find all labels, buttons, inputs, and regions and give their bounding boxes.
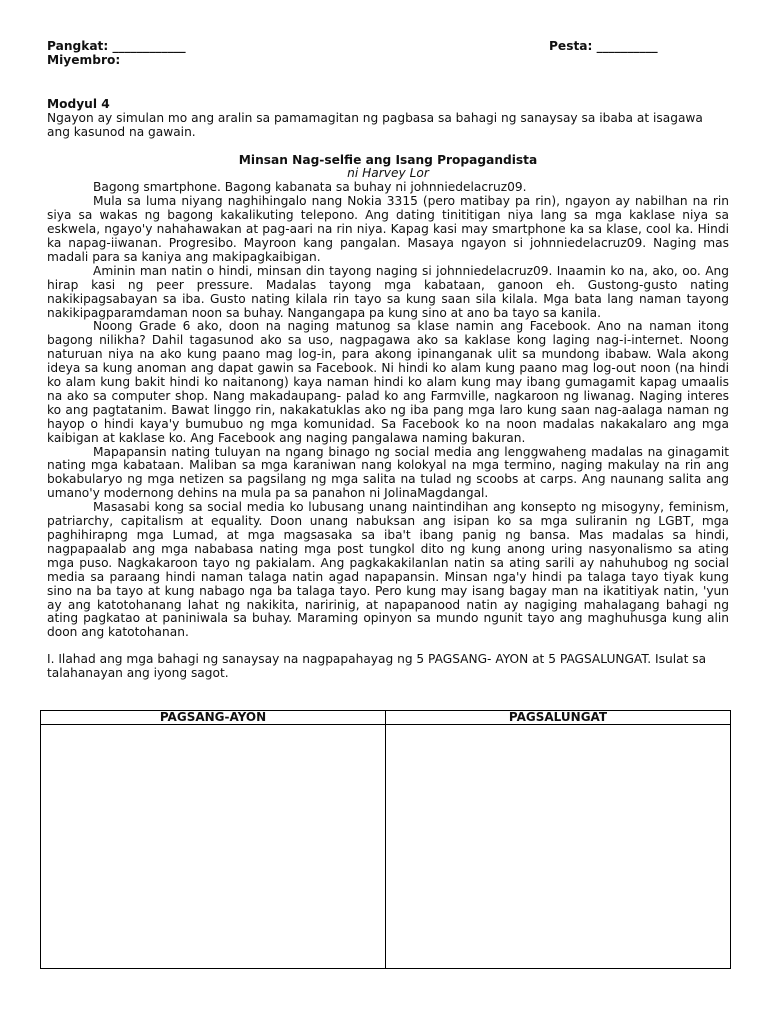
pangkat-label: Pangkat: ____________ xyxy=(47,39,186,53)
pagsang-ayon-column[interactable] xyxy=(41,711,386,968)
header-row xyxy=(47,40,729,54)
essay-paragraph: Masasabi kong sa social media ko lubusang unang naintindihan ang konsepto ng misogyny, feminism, patriarchy, capitalism at equality. Doon unang nabuksan ang isipan ko sa mga suliranin ng LGBT, mga paghihirapng mga Lumad, at mga magsasaka sa iba't ibang panig ng bansa. Mas madalas sa hindi, nagpapaalab ang mga nababasa nating mga post tungkol dito ng kung anong uring nasyonalismo sa ating mga puso. Nagkakaroon tayo ng pakialam. Ang pagkakakilanlan natin sa ating sarili ay nahuhubog ng social media sa paraang hindi naman talaga natin agad napapansin. Minsan nga'y hindi pa talaga tayo tiyak kung sino na ba tayo at kung nabago nga ba talaga tayo. Pero kung may isang bagay man na ikatitiyak natin, 'yun ay ang katotohanang lahat ng nakikita, naririnig, at napapanood natin ay nagiging mahalagang bahagi ng ating pagkatao at paniniwala sa buhay. Maraming opinyon sa mundo ngunit tayo ang maghuhusga kung alin doon ang katotohanan. xyxy=(47,500,729,640)
essay-paragraph: Aminin man natin o hindi, minsan din tayong naging si johnniedelacruz09. Inaamin ko na, ako, oo. Ang hirap kasi ng peer pressure. Madalas tayong mga kabataan, ganoon eh. Gustong-gusto nating nakikipagsabayan sa iba. Gusto nating kilala rin tayo sa kung saan sila kilala. Mga bata lang naman tayong nakikipagparamdaman noon sa buhay. Nangangapa pa kung sino at ano ba tayo sa kanila. xyxy=(47,263,729,320)
essay-author: ni Harvey Lor xyxy=(347,166,429,181)
answer-table xyxy=(40,710,731,969)
essay-title: Minsan Nag-selfie ang Isang Propagandista xyxy=(238,152,538,167)
pesta-label: Pesta: __________ xyxy=(549,39,658,53)
essay-paragraph: Mapapansin nating tuluyan na ngang binago ng social media ang lenggwaheng madalas na ginagamit nating mga kabataan. Maliban sa mga karaniwan nang kolokyal na mga termino, naging makulay na rin ang bokabularyo ng mga netizen sa pagsilang ng mga salita na tulad ng scoobs at carps. Ang naunang salita ang umano'y modernong dehins na mula pa sa panahon ni JolinaMagdangal. xyxy=(47,444,729,501)
pagsalungat-header: PAGSALUNGAT xyxy=(386,711,730,725)
instruction-text: I. Ilahad ang mga bahagi ng sanaysay na nagpapahayag ng 5 PAGSANG- AYON at 5 PAGSALUNGAT. Isulat sa talahanayan ang iyong sagot. xyxy=(47,652,707,681)
pagsang-ayon-header: PAGSANG-AYON xyxy=(41,711,385,725)
miyembro-label: Miyembro: xyxy=(47,52,121,67)
essay-body xyxy=(47,181,729,640)
pagsalungat-column[interactable] xyxy=(386,711,730,968)
modyul-title: Modyul 4 xyxy=(47,96,110,111)
modyul-intro: Ngayon ay simulan mo ang aralin sa pamamagitan ng pagbasa sa bahagi ng sanaysay sa ibaba at isagawa ang kasunod na gawain. xyxy=(47,110,703,139)
essay-paragraph: Noong Grade 6 ako, doon na naging matunog sa klase namin ang Facebook. Ano na naman itong bagong nilikha? Dahil tagasunod ako sa uso, nagpagawa ako sa kaklase kong laging nag-i-internet. Noong naturuan niya na ako kung paano mag log-in, para akong ipinanganak ulit sa mundong ibabaw. Wala akong ideya sa kung anoman ang dapat gawin sa Facebook. Ni hindi ko alam kung paano mag log-out noon (na hindi ko alam kung bakit hindi ko naitanong) kaya naman hindi ko alam kung may ibang gumagamit kapag umaalis na ako sa computer shop. Nang makadaupang- palad ko ang Farmville, nagkaroon ng liwanag. Naging interes ko ang pagtatanim. Bawat linggo rin, nakakatuklas ako ng iba pang mga laro kung saan nag-aalaga naman ng hayop o hindi kaya'y bumubuo ng mga komunidad. Sa Facebook ko na noon madalas nakakalaro ang mga kaibigan at kaklase ko. Ang Facebook ang naging pangalawa naming bakuran. xyxy=(47,319,729,445)
essay-paragraph: Mula sa luma niyang naghihingalo nang Nokia 3315 (pero matibay pa rin), ngayon ay nabilhan na rin siya sa wakas ng bagong kakalikuting telepono. Ang dating tinititigan niya lang sa mga kaklase niya sa eskwela, ngayo'y nahahawakan at pag-aari na rin niya. Kapag kasi may smartphone ka sa klase, cool ka. Hindi ka napag-iiwanan. Progresibo. Mayroon kang pangalan. Masaya ngayon si johnniedelacruz09. Naging mas madali para sa kaniya ang makipagkaibigan. xyxy=(47,194,729,264)
worksheet-page xyxy=(47,40,729,681)
essay-paragraph: Bagong smartphone. Bagong kabanata sa buhay ni johnniedelacruz09. xyxy=(93,180,527,195)
